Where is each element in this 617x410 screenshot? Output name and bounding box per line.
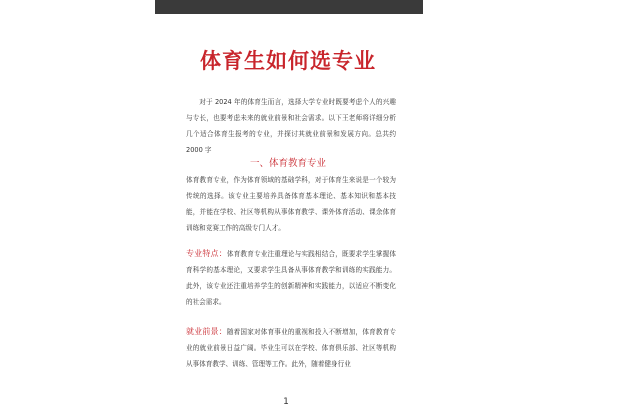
document-page[interactable]	[160, 14, 416, 410]
features-text: 体育教育专业注重理论与实践相结合，既要求学生掌握体育科学的基本理论，又要求学生具备从事体育教学和训练的实践能力。此外，该专业还注重培养学生的创新精神和实践能力，以适应不断变化的社会需求。	[186, 250, 397, 306]
intro-paragraph: 对于 2024 年的体育生而言，选择大学专业时既要考虑个人的兴趣与专长，也要考虑未来的就业前景和社会需求。以下王老师将详细分析几个适合体育生报考的专业，并探讨其就业前景和发展方向。总共约 2000 字	[186, 98, 396, 154]
features-paragraph	[186, 246, 396, 310]
section-body-physical-education: 体育教育专业，作为体育领域的基础学科，对于体育生来说是一个较为传统的选择。该专业主要培养具备体育基本理论、基本知识和基本技能，并能在学校、社区等机构从事体育教学、课外体育活动、课余体育训练和竞赛工作的高级专门人才。	[186, 176, 396, 232]
section-heading-physical-education: 一、体育教育专业	[249, 158, 326, 169]
viewer-toolbar	[155, 0, 423, 14]
features-label: 专业特点：	[186, 249, 227, 258]
employment-label: 就业前景：	[186, 327, 227, 336]
page-number: 1	[283, 397, 289, 407]
employment-paragraph	[186, 324, 396, 372]
employment-text: 随着国家对体育事业的重视和投入不断增加，体育教育专业的就业前景日益广阔。毕业生可以在学校、体育俱乐部、社区等机构从事体育教学、训练、管理等工作。此外，随着健身行业	[186, 328, 397, 368]
document-title: 体育生如何选专业	[200, 49, 376, 73]
